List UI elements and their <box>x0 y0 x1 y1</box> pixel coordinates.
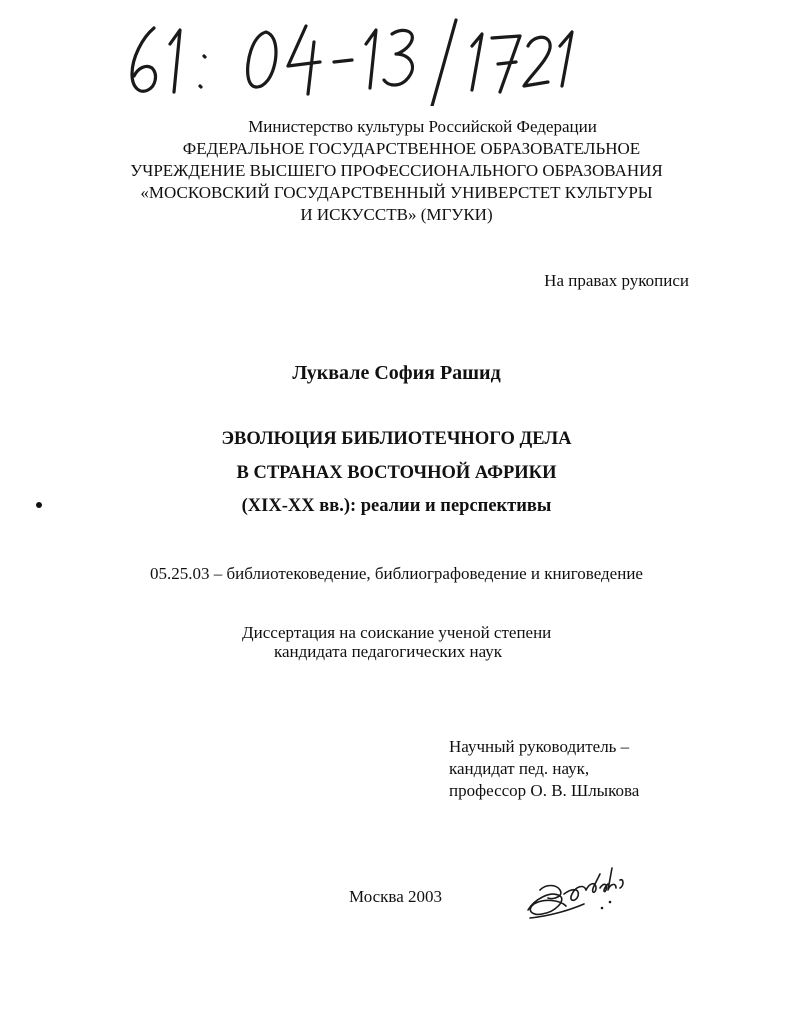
title-line-1: ЭВОЛЮЦИЯ БИБЛИОТЕЧНОГО ДЕЛА <box>221 429 572 449</box>
supervisor-line-3: профессор О. В. Шлыкова <box>449 781 640 800</box>
place-year: Москва 2003 <box>349 887 443 906</box>
dissertation-line-2: кандидата педагогических наук <box>274 642 503 661</box>
institution-line-1: ФЕДЕРАЛЬНОЕ ГОСУДАРСТВЕННОЕ ОБРАЗОВАТЕЛЬНОЕ <box>182 139 641 158</box>
supervisor-block <box>449 736 639 802</box>
title-line-2: В СТРАНАХ ВОСТОЧНОЙ АФРИКИ <box>236 463 557 483</box>
institution-block <box>0 116 793 226</box>
supervisor-line-2: кандидат пед. наук, <box>449 759 590 778</box>
handwritten-archive-code <box>120 14 590 106</box>
institution-line-3: «МОСКОВСКИЙ ГОСУДАРСТВЕННЫЙ УНИВЕРСТЕТ КУЛЬТУРЫ <box>140 183 653 202</box>
signature-dot <box>601 907 604 910</box>
rights-note: На правах рукописи <box>544 271 689 290</box>
signature-dot <box>609 901 612 904</box>
signature <box>520 860 635 922</box>
author-name: Луквале София Рашид <box>292 362 501 384</box>
title-line-3: (XIX-XX вв.): реалии и перспективы <box>241 496 552 516</box>
institution-line-4: И ИСКУССТВ» (МГУКИ) <box>300 205 493 224</box>
ministry-name: Министерство культуры Российской Федерации <box>248 117 597 136</box>
supervisor-line-1: Научный руководитель – <box>449 737 630 756</box>
specialty-code: 05.25.03 – библиотековедение, библиографоведение и книговедение <box>150 564 643 583</box>
institution-line-2: УЧРЕЖДЕНИЕ ВЫСШЕГО ПРОФЕССИОНАЛЬНОГО ОБРАЗОВАНИЯ <box>130 161 663 180</box>
scan-dot <box>36 502 42 508</box>
dissertation-line-1: Диссертация на соискание ученой степени <box>242 623 552 642</box>
